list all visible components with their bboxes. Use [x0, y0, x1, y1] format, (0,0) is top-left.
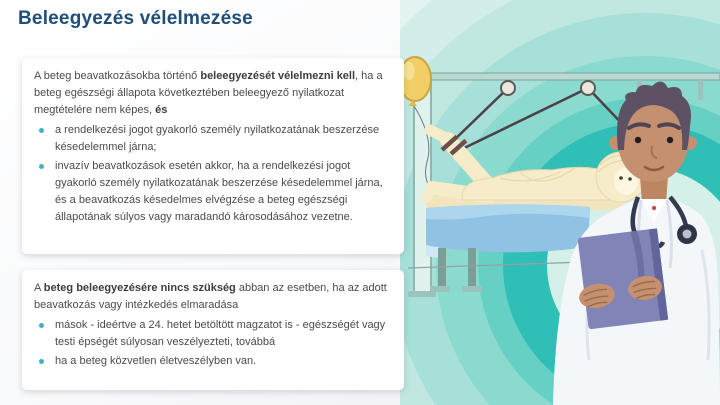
- content-card-no-consent-needed: [22, 270, 404, 390]
- card1-bullet-list: [34, 122, 392, 226]
- pulley-icon: [501, 81, 515, 95]
- bullet-dot-icon: [39, 128, 44, 133]
- text-segment: A beteg beavatkozásokba történő: [34, 70, 201, 82]
- patient-heel: [426, 188, 434, 198]
- bullet-dot-icon: [39, 164, 44, 169]
- bullet-item: [34, 353, 392, 370]
- content-card-presumed-consent: [22, 58, 404, 254]
- card2-bullet-list: [34, 317, 392, 370]
- text-segment: abban az esetben, ha az adott beavatkozás vagy intézkedés elmaradása: [34, 282, 387, 311]
- bold-segment: beteg beleegyezésére nincs szükség: [43, 282, 236, 294]
- bullet-dot-icon: [39, 323, 44, 328]
- doctor-eye: [667, 137, 673, 143]
- patient-eye: [619, 176, 623, 180]
- frame-hanger: [698, 80, 703, 100]
- bullet-item: [34, 122, 392, 156]
- text-segment: , ha a beteg egészségi állapota következtében beleegyező nyilatkozat megtételére nem képes,: [34, 70, 383, 116]
- bullet-text: mások - ideértve a 24. hetet betöltött magzatot is - egészségét vagy testi épségét súlyosan veszélyezteti, továbbá: [55, 319, 386, 348]
- bed-leg: [468, 248, 476, 290]
- bullet-item: [34, 158, 392, 226]
- bullet-text: ha a beteg közvetlen életveszélyben van.: [55, 355, 257, 367]
- bullet-item: [34, 317, 392, 351]
- bed-leg: [438, 248, 446, 290]
- card2-intro: [34, 280, 392, 314]
- bold-segment: beleegyezését vélelmezni kell: [200, 70, 356, 82]
- pulley-icon: [581, 81, 595, 95]
- text-segment: A: [34, 282, 44, 294]
- patient-eye: [628, 177, 632, 181]
- bullet-text: a rendelkezési jogot gyakorló személy nyilatkozatának beszerzése késedelemmel járna;: [55, 124, 380, 153]
- bullet-dot-icon: [39, 359, 44, 364]
- page-title: Beleegyezés vélelmezése: [18, 8, 253, 29]
- bullet-text: invazív beavatkozások esetén akkor, ha a rendelkezési jogot gyakorló személy nyilatkozatának beszerzése késedelemmel járna, és a beavatkozás késedelmes elvégzése a beteg egészségi állapotának súlyos vagy maradandó károsodásához vezetne.: [55, 160, 383, 223]
- bed-foot: [462, 286, 482, 292]
- doctor-tie: [652, 206, 656, 210]
- frame-top-bar: [412, 73, 720, 80]
- card1-intro: [34, 68, 392, 119]
- bed-foot: [430, 286, 450, 292]
- doctor-eye: [635, 137, 641, 143]
- bold-segment: és: [155, 104, 168, 116]
- medical-illustration: [400, 0, 720, 405]
